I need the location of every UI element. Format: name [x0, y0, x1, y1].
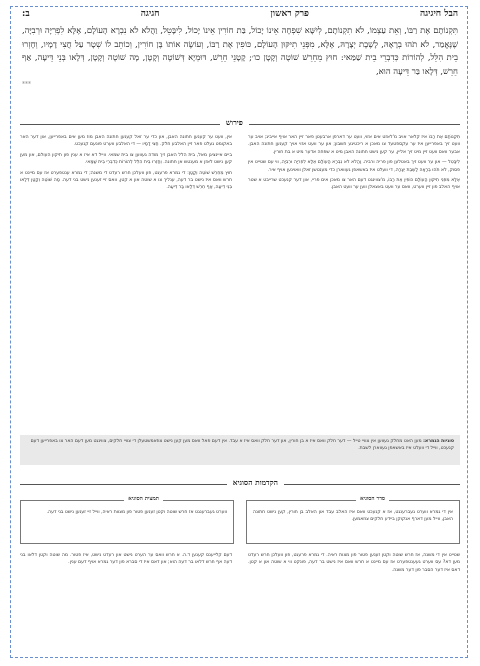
intro-label: הקדמות הסוגיא: [227, 478, 284, 487]
bottom-columns: [20, 552, 460, 648]
commentary-columns: [20, 134, 460, 430]
page-header: [22, 8, 458, 22]
bottom-right-column: שטייט אין די משנה, אז חרש שוטה וקטן זענען פטור פון מצות ראיה. די גמרא פרעגט, פון וועלכן חרש רעדט מען דא? עס ווערט געענטפערט אז עס מיינט א חרש וואס איז נישט בר דעה, פונקט ווי א שוטה און א קטן. דאס איז דער הסבר פון דער משנה.: [248, 553, 460, 573]
mishnah-body: תִּקְנוֹתָם אֶת רַבּוֹ, וְאֵת עַצְמוֹ, לֹא תִקְנוֹתָם, לְיִשָּׁא שִׁפְחָה אֵינוֹ יָכוֹל, בַּת חוֹרִין אֵינוֹ יָכוֹל, לִיבָּטֵל, וַהֲלֹא לֹא נִבְרָא הָעוֹלָם, אֶלָּא לִפְרִיָּה וּרְבִיָּה, שֶׁנֶּאֱמַר, לֹא תֹהוּ בְרָאָהּ, לָשֶׁבֶת יְצָרָהּ, אֶלָּא, מִפְּנֵי תִיקּוּן הָעוֹלָם, כּוֹפִין אֶת רַבּוֹ, וְעוֹשֶׂה אוֹתוֹ בֶּן חוֹרִין, וְכוֹתֵב לוֹ שְׁטָר עַל חֲצִי דָמָיו, וְחָזְרוּ בֵית הִלֵּל, לְהוֹרוֹת כְּדִבְרֵי בֵית שַׁמַּאי: חוּץ מֵחֵרֵשׁ שׁוֹטֶה וְקָטָן כו׳; קָטָנֵי חֵרֵשׁ, דּוּמְיָא דְּשׁוֹטֶה וְקָטָן, מָה שׁוֹטֶה וְקָטָן, דְּלָאו בְּנֵי דֵּיעָה, אַף חֵרֵשׁ, דְּלָאו בַּר דֵּיעָה הוּא,: [22, 25, 458, 76]
box-title: תמצית הסוגיא: [124, 496, 163, 502]
sugya-summary-box: [20, 496, 234, 544]
note-text: מען האט מחלק געווען אין צוויי טייל — דער חלק וואס איז א בן חורין, און דער חלק וואס איז א עבד. אין דעם פאל וואס מען קען נישט צוזאמשטעלן די צוויי חלקים, צווינגט מען דעם האר צו באפרייען דעם קנעכט, ווייל די וועלט איז באשאפן געווארן לשבת.: [30, 439, 454, 452]
commentary-paragraph: תִּקְנוֹתָם אֶת רַבּוֹ איז קלאר אויב מ'לאזט אים אזוי, וועט ער דארפן ארבעטן פאר זיין האר אויף אייביג; אויב ער וועט זיך באפרייען איז ער עקספטעד צו מאכן א ריכטיגע חשבון; און ער וועט אזוי אויך קענען חתונה האבן. אבער וואס וועט זיין מיט זיך אליין, ער קען נישט חתונה האבן מיט א שפחה אדער מיט א בת חורין.: [248, 135, 460, 155]
box-text: אין די גמרא ווערט געברענגט, אז א קנעכט וואס איז האלב עבד און האלב בן חורין, קען נישט חתונה האבן, ווייל מען דארף אנקוקן ביידע חלקים צוזאמען.: [253, 510, 453, 523]
commentary-paragraph: אֶלָּא מִפְּנֵי תִיקּוּן הָעוֹלָם כּוֹפִין אֶת רַבּוֹ, מ'צווינגט דעם האר צו מאכן אים פריי, און דער קנעכט שרייבט א שטר אויף האלב פון זיין ווערט, וואס ער וועט באצאלן ווען ער וועט האבן.: [248, 178, 460, 191]
commentary-divider: [20, 118, 460, 132]
commentary-left-column: [20, 134, 232, 430]
note-label: סוגיות הגמרא:: [423, 439, 454, 444]
commentary-paragraph: ביים איינציגן מאל, בית הלל האבן זיך מודה געווען צו בית שמאי. ווייל דא איז א ענין פון תיקון העולם, און מען קען נישט לאזן א מענטש אן חתונה. וְחָזְרוּ בֵית הִלֵּל לְהוֹרוֹת כְּדִבְרֵי בֵית שַׁמַּאי.: [20, 152, 232, 166]
commentary-paragraph: לִיבָּטֵל — און ער וועט זיך באטלען פון פריה ורביה. וַהֲלֹא לֹא נִבְרָא הָעוֹלָם אֶלָּא לִפְרִיָּה וּרְבִיָּה, ווי עס שטייט אין פסוק, לֹא תֹהוּ בְרָאָהּ לָשֶׁבֶת יְצָרָהּ, די וועלט איז באשאפן געווארן כדי מענטשן זאלן וואוינען אויף איר.: [248, 160, 460, 173]
commentary-paragraph: אין, וועט ער קענען חתונה האבן, און כדי ער זאל קענען חתונה האבן מוז מען אים באפרייען, און דער האר באקומט געלט פאר זיין האלבע חלק. חֲצִי דָמָיו — די האלבע ווערט פונעם קנעכט.: [20, 135, 232, 148]
gemara-note: [20, 435, 460, 465]
tractate-title: חגיגה: [140, 9, 160, 19]
intro-divider: [20, 478, 460, 492]
bottom-left-column: דעם קלייענס קענען ד.ה. א חרש וואס ער הערט נישט און רעדט נישט, איז פטור. מה שוטה וקטן דלאו בני דעה אף חרש דלאו בר דעה הוא; און דאס איז די סברא פון דער גמרא אויף דעם ענין.: [20, 553, 232, 566]
mishnah-text: [22, 24, 458, 92]
page-number: ב:: [22, 9, 30, 19]
commentary-paragraph: חוּץ מֵחֵרֵשׁ שׁוֹטֶה וְקָטָן: די גמרא פרעגט, פון וועלכן חרש רעדט די משנה; די גמרא ענטפערט אז עס מיינט א חרש וואס איז נישט בר דעה, ענליך צו א שוטה און א קטן, וואס זיי זענען נישט בני דעה. מָה שׁוֹטֶה וְקָטָן דְּלָאו בְּנֵי דֵּיעָה, אַף חֵרֵשׁ דְּלָאו בַּר דֵּיעָה.: [20, 170, 232, 191]
box-text: ווערט געברענגט אז חרש שוטה וקטן זענען פטור פון מצוות ראיה, ווייל זיי זענען נישט בני דעה.: [46, 510, 227, 515]
box-title: סדר הסוגיא: [356, 496, 389, 502]
commentary-right-column: [248, 134, 460, 430]
sugya-order-box: [246, 496, 460, 544]
mishnah-end-marker: ***: [22, 81, 31, 88]
chapter-title: הבל חיגיגה: [419, 9, 458, 19]
commentary-label: פירוש: [220, 118, 249, 127]
perek-title: פרק ראשון: [270, 9, 309, 19]
